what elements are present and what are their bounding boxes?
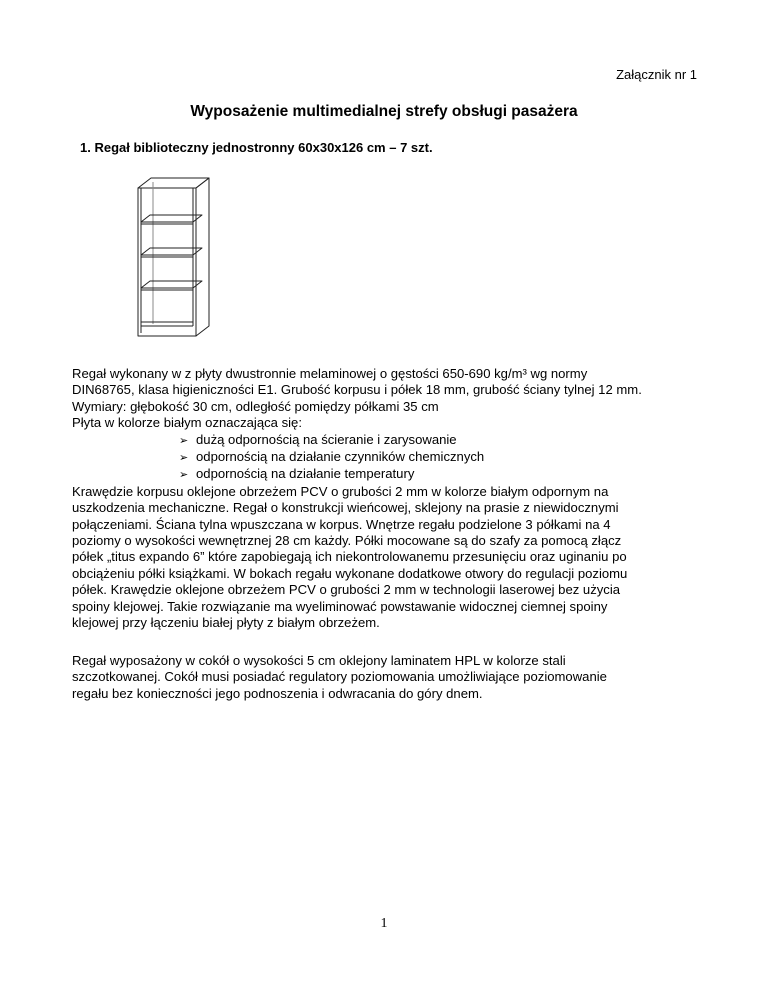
list-item-text: dużą odpornością na ścieranie i zarysowanie [196,431,457,447]
text-line: Regał wykonany w z płyty dwustronnie melaminowej o gęstości 650-690 kg/m³ wg normy [72,366,588,381]
text-line: połączeniami. Ściana tylna wpuszczana w korpus. Wnętrze regału podzielone 3 półkami na 4 [72,516,611,532]
text-line: Krawędzie korpusu oklejone obrzeżem PCV o grubości 2 mm w kolorze białym odpornym na [72,483,609,499]
text-line: szczotkowanej. Cokół musi posiadać regulatory poziomowania umożliwiające poziomowanie [72,669,607,685]
arrow-bullet-icon: ➢ [179,452,189,465]
arrow-bullet-icon: ➢ [179,434,189,447]
page-number: 1 [380,916,388,931]
description-paragraph [72,366,712,632]
text-line: półek. Krawędzie oklejone obrzeżem PCV o grubości 2 mm w technologii laserowej bez użycia [72,582,621,598]
document-title: Wyposażenie multimedialnej strefy obsługi pasażera [190,103,578,120]
list-item [72,449,712,466]
bookshelf-figure [130,176,220,341]
text-line: obciążeniu półki książkami. W bokach regału wykonane dodatkowe otwory do regulacji poziomu [72,565,628,581]
list-item [72,466,712,483]
list-item [72,432,712,449]
text-line: regału bez konieczności jego podnoszenia i odwracania do góry dnem. [72,685,483,701]
text-line: półek „titus expando 6” które zapobiegają ich niekontrolowanemu przesunięciu oraz uginaniu po [72,549,627,565]
text-line: uszkodzenia mechaniczne. Regał o konstrukcji wieńcowej, sklejony na prasie z niewidocznymi [72,500,619,516]
bookshelf-icon [130,176,220,341]
text-line: Regał wyposażony w cokół o wysokości 5 cm oklejony laminatem HPL w kolorze stali [72,653,566,668]
text-line: Płyta w kolorze białym oznaczająca się: [72,415,302,431]
annex-label: Załącznik nr 1 [616,67,697,82]
text-line: spoiny klejowej. Takie rozwiązanie ma wyeliminować powstawanie widocznej ciemnej spoiny [72,598,608,614]
feature-list [72,432,712,484]
text-line: DIN68765, klasa higieniczności E1. Grubość korpusu i półek 18 mm, grubość ściany tylnej 12 mm. [72,382,642,398]
text-line: Wymiary: głębokość 30 cm, odległość pomiędzy półkami 35 cm [72,398,439,414]
item-heading: 1. Regał biblioteczny jednostronny 60x30x126 cm – 7 szt. [80,140,433,155]
text-line: klejowej przy łączeniu białej płyty z białym obrzeżem. [72,615,380,631]
plinth-paragraph [72,653,712,702]
list-item-text: odpornością na działanie czynników chemicznych [196,449,485,465]
list-item-text: odpornością na działanie temperatury [196,466,415,482]
text-line: poziomy o wysokości wewnętrznej 28 cm każdy. Półki mocowane są do szafy za pomocą złącz [72,533,622,549]
arrow-bullet-icon: ➢ [179,469,189,482]
